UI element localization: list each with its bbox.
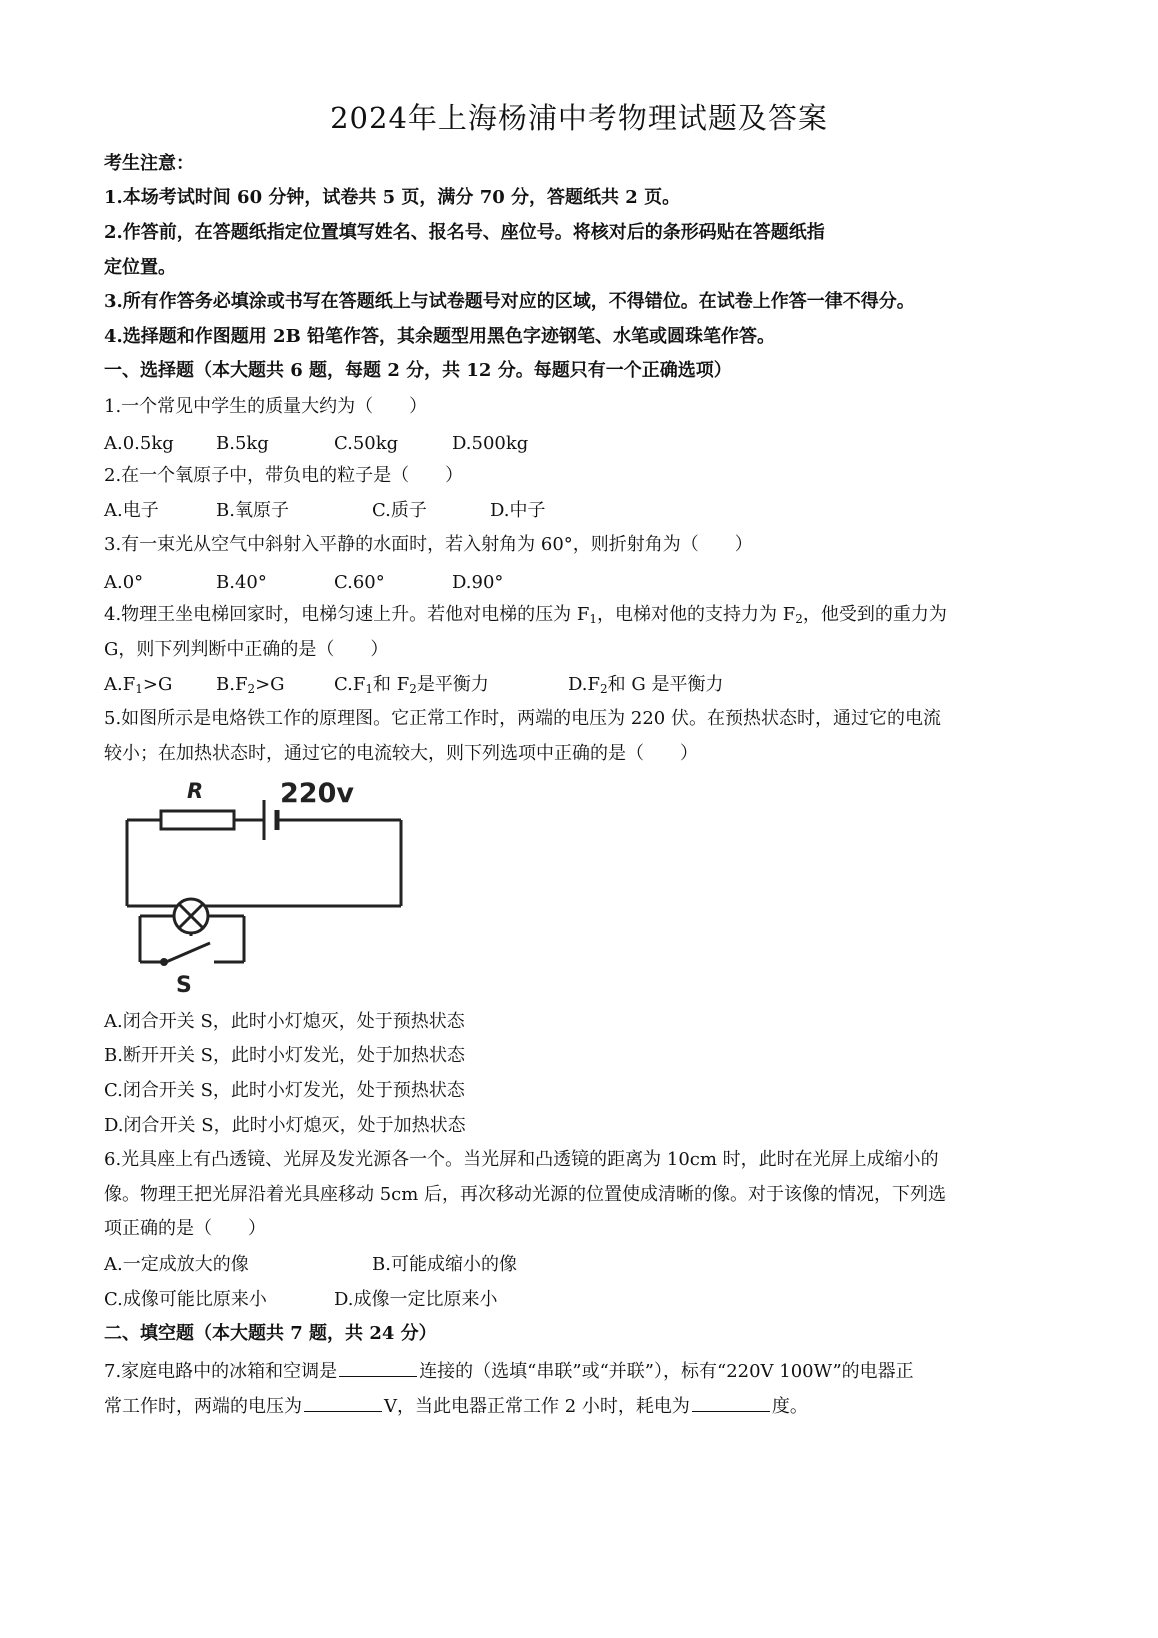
option-d: D.90° <box>452 572 504 593</box>
subscript: 1 <box>365 682 373 696</box>
option-c <box>334 673 489 697</box>
option-text: >G <box>255 674 285 695</box>
notice-item: 3.所有作答务必填涂或书写在答题纸上与试卷题号对应的区域，不得错位。在试卷上作答一律不得分。 <box>104 291 915 312</box>
notice-heading: 考生注意： <box>104 153 194 174</box>
answer-blank[interactable] <box>339 1358 417 1377</box>
stem-text: V，当此电器正常工作 2 小时，耗电为 <box>384 1396 690 1417</box>
answer-blank[interactable] <box>304 1393 382 1412</box>
stem-text: 4.物理王坐电梯回家时，电梯匀速上升。若他对电梯的压为 F <box>104 604 590 625</box>
option-d: D.成像一定比原来小 <box>334 1289 498 1310</box>
section-heading: 二、填空题（本大题共 7 题，共 24 分） <box>104 1323 437 1344</box>
notice-item: 定位置。 <box>104 257 176 278</box>
subscript: 2 <box>409 682 417 696</box>
subscript: 1 <box>135 682 143 696</box>
option-d <box>568 673 723 697</box>
switch-label: S <box>176 973 192 998</box>
option-b: B.可能成缩小的像 <box>372 1254 517 1275</box>
notice-item: 1.本场考试时间 60 分钟，试卷共 5 页，满分 70 分，答题纸共 2 页。 <box>104 187 681 208</box>
subscript: 2 <box>600 682 608 696</box>
subscript: 1 <box>589 612 598 626</box>
option-a: A.一定成放大的像 <box>104 1254 249 1275</box>
option-b: B.5kg <box>216 433 269 454</box>
stem-text: 7.家庭电路中的冰箱和空调是 <box>104 1361 338 1382</box>
question-stem-line2: 像。物理王把光屏沿着光具座移动 5cm 后，再次移动光源的位置使成清晰的像。对于该像的情况，下列选 <box>104 1184 947 1205</box>
question-stem <box>104 1358 914 1384</box>
option-a: A.电子 <box>104 500 159 521</box>
question-stem-line2: G，则下列判断中正确的是（ ） <box>104 639 389 660</box>
option-a: A.闭合开关 S，此时小灯熄灭，处于预热状态 <box>104 1011 465 1032</box>
option-text: 和 G 是平衡力 <box>607 674 724 695</box>
question-stem-line2: 较小；在加热状态时，通过它的电流较大，则下列选项中正确的是（ ） <box>104 743 698 764</box>
option-text: D.F <box>568 674 601 695</box>
resistor-label: R <box>187 779 204 803</box>
question-stem-line2 <box>104 1393 808 1419</box>
option-d: D.闭合开关 S，此时小灯熄灭，处于加热状态 <box>104 1115 466 1136</box>
notice-item: 4.选择题和作图题用 2B 铅笔作答，其余题型用黑色字迹钢笔、水笔或圆珠笔作答。 <box>104 326 776 347</box>
option-a <box>104 673 172 697</box>
stem-text: ，电梯对他的支持力为 F <box>597 604 796 625</box>
option-c: C.质子 <box>372 500 427 521</box>
question-stem <box>104 603 947 627</box>
subscript: 2 <box>247 682 256 696</box>
notice-item: 2.作答前，在答题纸指定位置填写姓名、报名号、座位号。将核对后的条形码贴在答题纸指 <box>104 222 825 243</box>
question-stem: 5.如图所示是电烙铁工作的原理图。它正常工作时，两端的电压为 220 伏。在预热状态时，通过它的电流 <box>104 708 941 729</box>
option-text: C.F <box>334 674 366 695</box>
option-c: C.60° <box>334 572 385 593</box>
option-b <box>216 673 285 697</box>
voltage-label: 220v <box>280 778 354 809</box>
option-c: C.50kg <box>334 433 399 454</box>
question-stem: 3.有一束光从空气中斜射入平静的水面时，若入射角为 60°，则折射角为（ ） <box>104 534 753 555</box>
stem-text: 度。 <box>771 1396 808 1417</box>
stem-text: 连接的（选填“串联”或“并联”），标有“220V 100W”的电器正 <box>419 1361 914 1382</box>
section-heading: 一、选择题（本大题共 6 题，每题 2 分，共 12 分。每题只有一个正确选项） <box>104 360 732 381</box>
option-b: B.断开开关 S，此时小灯发光，处于加热状态 <box>104 1045 466 1066</box>
stem-text: 常工作时，两端的电压为 <box>104 1396 302 1417</box>
option-c: C.成像可能比原来小 <box>104 1289 267 1310</box>
answer-blank[interactable] <box>692 1393 770 1412</box>
option-a: A.0° <box>104 572 144 593</box>
option-b: B.氧原子 <box>216 500 289 521</box>
resistor-symbol <box>161 811 234 829</box>
option-text: 和 F <box>372 674 410 695</box>
option-text: >G <box>142 674 173 695</box>
subscript: 2 <box>795 612 803 626</box>
question-stem: 6.光具座上有凸透镜、光屏及发光源各一个。当光屏和凸透镜的距离为 10cm 时，此时在光屏上成缩小的 <box>104 1149 939 1170</box>
question-stem: 1.一个常见中学生的质量大约为（ ） <box>104 396 428 417</box>
circuit-diagram <box>118 770 418 1000</box>
option-b: B.40° <box>216 572 267 593</box>
option-text: A.F <box>104 674 136 695</box>
page-title: 2024年上海杨浦中考物理试题及答案 <box>330 101 828 135</box>
option-a: A.0.5kg <box>104 433 174 454</box>
option-d: D.中子 <box>490 500 546 521</box>
lamp-symbol <box>174 899 208 933</box>
question-stem-line3: 项正确的是（ ） <box>104 1218 266 1239</box>
option-text: B.F <box>216 674 248 695</box>
switch-blade <box>166 943 210 962</box>
option-text: 是平衡力 <box>416 674 489 695</box>
question-stem: 2.在一个氧原子中，带负电的粒子是（ ） <box>104 465 464 486</box>
option-c: C.闭合开关 S，此时小灯发光，处于预热状态 <box>104 1080 465 1101</box>
option-d: D.500kg <box>452 433 529 454</box>
stem-text: ，他受到的重力为 <box>802 604 947 625</box>
